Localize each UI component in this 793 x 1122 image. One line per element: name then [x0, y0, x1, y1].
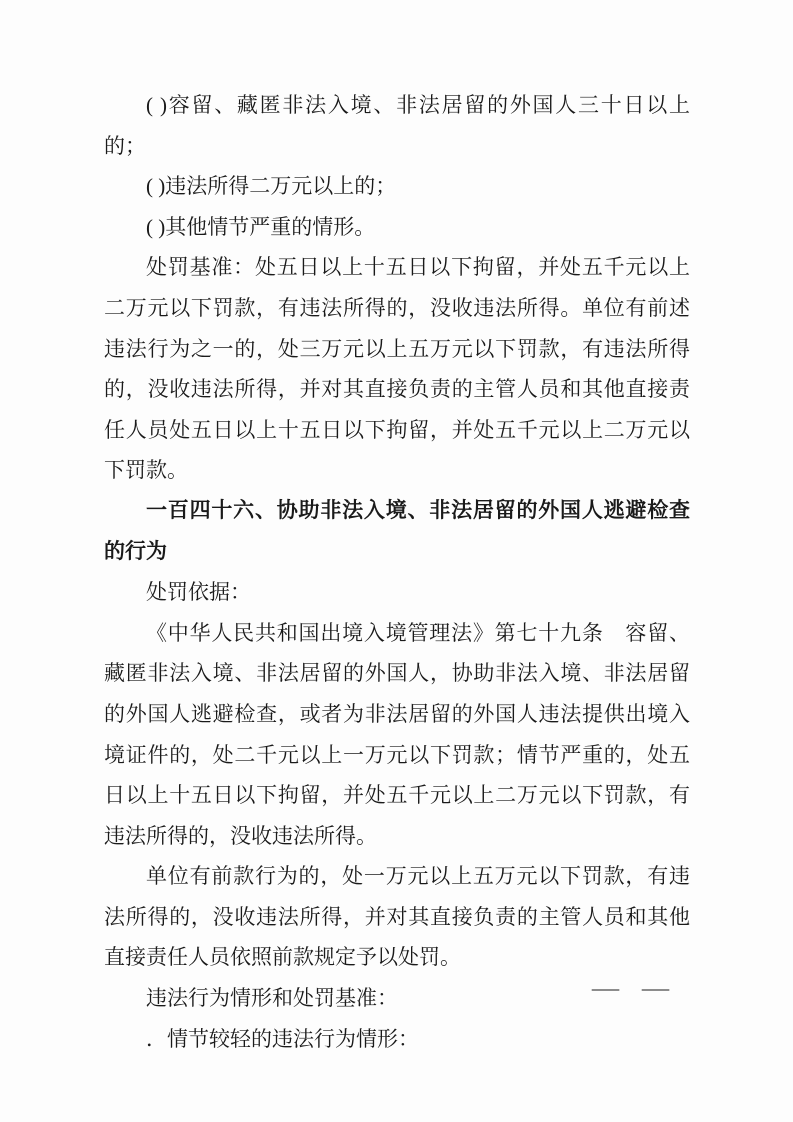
penalty-basis-label: 处罚依据：: [146, 580, 251, 605]
law-citation-article-79-paragraph: 《中华人民共和国出境入境管理法》第七十九条 容留、藏匿非法入境、非法居留的外国人，协助非法入境、非法居留的外国人逃避检查，或者为非法居留的外国人违法提供出境入境证件的，处二千元以上一万元以下罚款；情节严重的，处五日以上十五日以下拘留，并处五千元以上二万元以下罚款，有违法所得的，没收违法所得。: [104, 620, 690, 848]
unit-penalty-paragraph: 单位有前款行为的，处一万元以上五万元以下罚款，有违法所得的，没收违法所得，并对其直接负责的主管人员和其他直接责任人员依照前款规定予以处罚。: [104, 864, 690, 970]
document-body: [104, 85, 690, 1059]
penalty-standard-paragraph: 处罚基准：处五日以上十五日以下拘留，并处五千元以上二万元以下罚款，有违法所得的，没收违法所得。单位有前述违法行为之一的，处三万元以上五万元以下罚款，有违法所得的，没收违法所得，并对其直接负责的主管人员和其他直接责任人员处五日以上十五日以下拘留，并处五千元以上二万元以下罚款。: [104, 255, 690, 483]
page-footer: [591, 976, 670, 1001]
footer-dash-left: —: [591, 976, 620, 1000]
list-item-harboring-over-30-days: ( )容留、藏匿非法入境、非法居留的外国人三十日以上的；: [104, 93, 690, 158]
section-heading-146: 一百四十六、协助非法入境、非法居留的外国人逃避检查的行为: [104, 498, 690, 563]
list-item-other-serious-circumstances: ( )其他情节严重的情形。: [146, 214, 376, 239]
footer-dash-right: —: [641, 976, 670, 1000]
minor-violation-circumstances-label: ．情节较轻的违法行为情形：: [146, 1026, 419, 1051]
list-item-illegal-gains-over-20000: ( )违法所得二万元以上的；: [146, 174, 397, 199]
violation-and-penalty-standard-label: 违法行为情形和处罚基准：: [146, 986, 398, 1011]
